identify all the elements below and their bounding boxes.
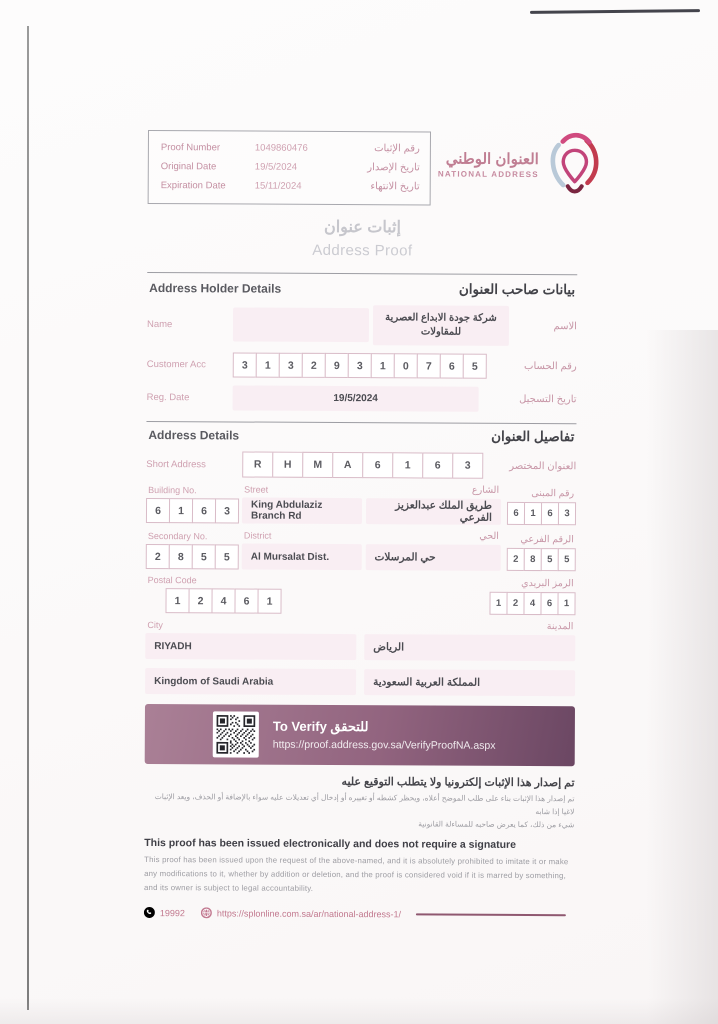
building-no-digits (146, 498, 236, 523)
digit-cell: 2 (188, 588, 212, 613)
building-street-row (146, 483, 576, 525)
document-title (147, 216, 577, 260)
postal-code-label-ar: الرمز البريدي (521, 577, 574, 590)
qr-code (213, 711, 259, 757)
address-header-arabic: تفاصيل العنوان (491, 428, 575, 445)
street-value-en: King Abdulaziz Branch Rd (242, 497, 362, 524)
expiration-date-value: 15/11/2024 (254, 180, 302, 192)
digit-cell: 1 (169, 498, 193, 523)
city-value-en: RIYADH (145, 633, 356, 660)
name-label-ar: الاسم (553, 320, 578, 332)
verify-heading-en: To Verify (272, 718, 327, 734)
disclaimer-en-body: This proof has been issued upon the request of the above-named, and it is absolutely prohibited to imitate it or make any modifications to it, whether by addition or deletion, and the proof is considered void if it is marred by something, and its owner is subject to legal accountability. (144, 855, 569, 894)
holder-header-english: Address Holder Details (149, 281, 282, 296)
digit-cell: 3 (233, 352, 257, 377)
proof-number-value: 1049860476 (254, 142, 308, 154)
country-row (145, 668, 575, 696)
proof-info-table (148, 130, 431, 205)
digit-cell: 2 (507, 548, 525, 571)
street-label-ar: الشارع (471, 484, 500, 496)
globe-icon (201, 908, 212, 919)
footer-url: https://splonline.com.sa/ar/national-address-1/ (216, 908, 402, 920)
verify-banner (145, 704, 575, 766)
section-divider (146, 421, 576, 424)
customer-acc-label-ar: رقم الحساب (524, 360, 577, 373)
city-ar-column (364, 620, 575, 661)
digit-cell: 1 (256, 353, 280, 378)
building-no-column (146, 485, 236, 523)
digit-cell: 5 (541, 548, 559, 571)
digit-cell: 6 (422, 452, 453, 478)
digit-cell: 2 (506, 592, 524, 615)
proof-number-label-ar: رقم الإثبات (374, 143, 420, 155)
logo-title-arabic: العنوان الوطني (445, 150, 539, 168)
digit-cell: 6 (541, 502, 559, 525)
name-label: Name (146, 318, 173, 330)
address-section-header (146, 427, 576, 445)
address-proof-document (144, 130, 578, 921)
document-footer (144, 907, 574, 920)
original-date-value: 19/5/2024 (254, 161, 298, 173)
disclaimer-ar-line2: شيء من ذلك، كما يعرض صاحبه للمساءلة القانونية (418, 818, 575, 829)
district-value-en: Al Mursalat Dist. (242, 543, 362, 570)
digit-cell: 5 (192, 544, 216, 569)
postal-code-row (145, 575, 575, 615)
scan-shadow (623, 330, 718, 1024)
postal-code-column (145, 575, 365, 614)
district-label-ar: الحي (479, 530, 499, 542)
street-en-column (242, 484, 362, 524)
digit-cell: 6 (146, 498, 170, 523)
name-row (147, 304, 577, 346)
logo-wordmark (438, 149, 539, 179)
digit-cell: 1 (489, 592, 507, 615)
secondary-district-row (146, 529, 576, 571)
postal-code-digits (165, 588, 280, 614)
secondary-no-digits-ar (507, 548, 576, 571)
district-en-column (242, 530, 362, 570)
reg-date-value: 19/5/2024 (233, 385, 479, 411)
digit-cell: 3 (348, 353, 372, 378)
table-row (161, 176, 420, 196)
scan-shadow (0, 998, 718, 1024)
digit-cell: 3 (452, 453, 483, 479)
digit-cell: 1 (165, 588, 189, 613)
digit-cell: 3 (558, 502, 576, 525)
scan-artifact-left-line (27, 26, 29, 1010)
phone-number: 19992 (159, 907, 185, 919)
footer-rule (416, 913, 566, 916)
holder-section-header (147, 280, 577, 298)
postal-code-digits-ar (489, 592, 575, 615)
customer-acc-label: Customer Acc (146, 358, 206, 371)
reg-date-label: Reg. Date (146, 391, 190, 404)
document-header (148, 130, 578, 206)
digit-cell: 3 (279, 353, 303, 378)
digit-cell: 7 (417, 353, 441, 378)
digit-cell: 5 (558, 548, 576, 571)
digit-cell: 4 (211, 588, 235, 613)
title-arabic: إثبات عنوان (323, 218, 402, 237)
address-header-english: Address Details (148, 428, 240, 443)
digit-cell: 5 (463, 354, 487, 379)
secondary-no-digits (146, 544, 236, 569)
city-label: City (147, 620, 163, 631)
verify-text-block (273, 719, 496, 752)
holder-header-arabic: بيانات صاحب العنوان (458, 281, 576, 298)
secondary-no-ar-column (507, 534, 576, 571)
verify-heading-ar: للتحقق (330, 718, 369, 735)
title-english: Address Proof (312, 241, 413, 260)
street-value-ar: طريق الملك عبدالعزيز الفرعي (366, 498, 501, 525)
digit-cell: A (332, 452, 363, 478)
building-no-ar-column (507, 488, 576, 525)
secondary-no-column (146, 531, 236, 569)
street-label: Street (244, 484, 269, 495)
verify-heading (273, 719, 496, 736)
digit-cell: 8 (524, 548, 542, 571)
digit-cell: 1 (524, 502, 542, 525)
digit-cell: 6 (192, 498, 216, 523)
disclaimer-ar-heading: تم إصدار هذا الإثبات إلكترونيا ولا يتطلب التوقيع عليه (341, 776, 575, 790)
expiration-date-label: Expiration Date (160, 180, 226, 192)
city-row (145, 619, 575, 661)
digit-cell: R (242, 451, 273, 477)
district-value-ar: حي المرسلات (365, 544, 500, 571)
disclaimer-ar-line1: تم إصدار هذا الإثبات بناء على طلب الموضح أعلاه، ويحظر كشطه أو تغييره أو إدخال أي تعديلات عليه سواء بالإضافة أو الحذف، ويعد الإثبات لاغيا إذا شابه (154, 792, 575, 816)
original-date-label: Original Date (160, 161, 217, 173)
proof-number-label: Proof Number (160, 142, 221, 154)
expiration-date-label-ar: تاريخ الانتهاء (370, 181, 420, 193)
customer-account-row (147, 352, 577, 379)
disclaimer-ar-body (144, 791, 574, 832)
city-en-column (145, 620, 356, 660)
short-address-row (146, 451, 576, 479)
digit-cell: 2 (302, 353, 326, 378)
table-row (161, 157, 420, 177)
phone-icon (144, 907, 155, 918)
disclaimer-arabic (144, 774, 574, 832)
digit-cell: 6 (440, 354, 464, 379)
disclaimer-english (144, 837, 574, 897)
district-label: District (243, 530, 272, 541)
country-value-en: Kingdom of Saudi Arabia (145, 668, 356, 695)
digit-cell: 6 (362, 452, 393, 478)
location-pin-icon (546, 128, 604, 200)
short-address-label-ar: العنوان المختصر (509, 460, 577, 472)
digit-cell: 6 (234, 588, 258, 613)
secondary-no-label-ar: الرقم الفرعي (520, 533, 574, 546)
digit-cell: 1 (392, 452, 423, 478)
short-address-chars (242, 451, 483, 478)
city-value-ar: الرياض (364, 634, 575, 661)
building-no-label: Building No. (148, 485, 197, 496)
digit-cell: 2 (146, 544, 170, 569)
name-value-ar: شركة جودة الابداع العصرية للمقاولات (373, 305, 509, 346)
digit-cell: 6 (540, 592, 558, 615)
secondary-no-label: Secondary No. (147, 531, 208, 542)
digit-cell: 1 (371, 353, 395, 378)
verify-url: https://proof.address.gov.sa/VerifyProofNA.aspx (272, 738, 496, 752)
digit-cell: M (302, 452, 333, 478)
reg-date-label-ar: تاريخ التسجيل (519, 393, 577, 406)
reg-date-row (147, 385, 577, 412)
national-address-logo (438, 128, 604, 201)
scan-artifact-top-line (530, 9, 700, 14)
customer-acc-digits (233, 352, 487, 378)
digit-cell: 1 (557, 592, 575, 615)
building-no-digits-ar (507, 502, 576, 525)
city-label-ar: المدينة (546, 621, 574, 633)
digit-cell: 6 (507, 502, 525, 525)
disclaimer-en-heading: This proof has been issued electronically and does not require a signature (144, 837, 516, 852)
digit-cell: 4 (523, 592, 541, 615)
digit-cell: H (272, 452, 303, 478)
building-no-label-ar: رقم المبنى (531, 488, 575, 500)
district-ar-column (365, 530, 500, 571)
short-address-label: Short Address (146, 458, 206, 470)
street-ar-column (366, 484, 501, 525)
country-value-ar: المملكة العربية السعودية (364, 669, 575, 696)
digit-cell: 1 (257, 589, 281, 614)
digit-cell: 3 (215, 498, 239, 523)
digit-cell: 0 (394, 353, 418, 378)
section-divider (147, 272, 577, 275)
digit-cell: 9 (325, 353, 349, 378)
logo-title-english: NATIONAL ADDRESS (437, 169, 539, 179)
postal-code-ar-column (365, 577, 575, 615)
name-value-en (233, 307, 369, 342)
digit-cell: 5 (215, 544, 239, 569)
postal-code-label: Postal Code (147, 575, 197, 586)
table-row (161, 138, 420, 158)
original-date-label-ar: تاريخ الإصدار (367, 162, 420, 174)
digit-cell: 8 (169, 544, 193, 569)
